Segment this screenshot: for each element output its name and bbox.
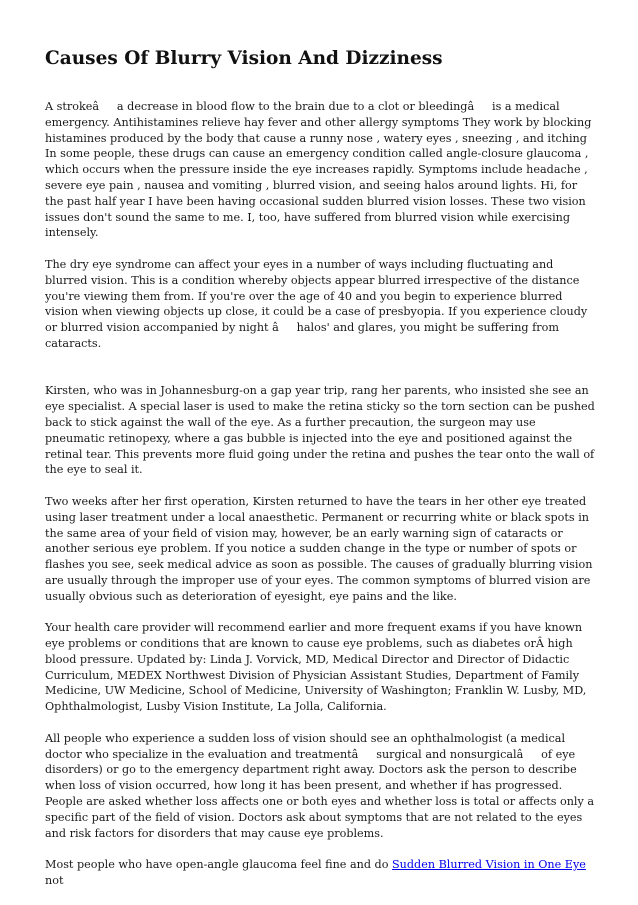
paragraph-7-start: Most people who have open-angle glaucoma feel fine and do [45, 858, 393, 872]
paragraph-1: A strokeâa decrease in blood flow to the brain due to a clot or bleedingâis a medical emergency. Antihistamines relieve hay fever and other allergy symptoms They work by blocking histamines produced by the body that cause a runny nose , watery eyes , sneezing , and itching In some people, these drugs can cause an emergency condition called angle-closure glaucoma , which occurs when the pressure inside the eye increases rapidly. Symptoms include headache , severe eye pain , nausea and vomiting , blurred vision, and seeing halos around lights. Hi, for the past half year I have been having occasional sudden blurred vision losses. These two vision issues don't sound the same to me. I, too, have suffered from blurred vision while exercising intensely. [45, 100, 592, 240]
paragraph-7-end: not [45, 874, 64, 888]
sudden-blurred-vision-link[interactable]: Sudden Blurred Vision in One Eye [392, 858, 586, 872]
article-body [45, 99, 597, 905]
paragraph-5: Your health care provider will recommend earlier and more frequent exams if you have known eye problems or conditions that are known to cause eye problems, such as diabetes orÂ high blood pressure. Updated by: Linda J. Vorvick, MD, Medical Director and Director of Didactic Curriculum, MEDEX Northwest Division of Physician Assistant Studies, Department of Family Medicine, UW Medicine, School of Medicine, University of Washington; Franklin W. Lusby, MD, Ophthalmologist, Lusby Vision Institute, La Jolla, California. [45, 621, 587, 714]
paragraph-3: Kirsten, who was in Johannesburg-on a gap year trip, rang her parents, who insisted she see an eye specialist. A special laser is used to make the retina sticky so the torn section can be pushed back to stick against the wall of the eye. As a further precaution, the surgeon may use pneumatic retinopexy, where a gas bubble is injected into the eye and positioned against the retinal tear. This prevents more fluid going under the retina and pushes the tear onto the wall of the eye to seal it. [45, 384, 595, 477]
paragraph-6: All people who experience a sudden loss of vision should see an ophthalmologist (a medical doctor who specialize in the evaluation and treatmentâsurgical and nonsurgicalâof eye disorders) or go to the emergency department right away. Doctors ask the person to describe when loss of vision occurred, how long it has been present, and whether if has progressed. People are asked whether loss affects one or both eyes and whether loss is total or affects only a specific part of the field of vision. Doctors ask about symptoms that are not related to the eyes and risk factors for disorders that may cause eye problems. [45, 731, 595, 840]
paragraph-7 [45, 857, 597, 889]
paragraph-2: The dry eye syndrome can affect your eyes in a number of ways including fluctuating and blurred vision. This is a condition whereby objects appear blurred irrespective of the distance you're viewing them from. If you're over the age of 40 and you begin to experience blurred vision when viewing objects up close, it could be a case of presbyopia. If you experience cloudy or blurred vision accompanied by night âhalos' and glares, you might be suffering from cataracts. [45, 257, 588, 350]
page-title: Causes Of Blurry Vision And Dizziness [45, 48, 443, 69]
paragraph-4: Two weeks after her first operation, Kirsten returned to have the tears in her other eye treated using laser treatment under a local anaesthetic. Permanent or recurring white or black spots in the same area of your field of vision may, however, be an early warning sign of cataracts or another serious eye problem. If you notice a sudden change in the type or number of spots or flashes you see, seek medical advice as soon as possible. The causes of gradually blurring vision are usually through the improper use of your eyes. The common symptoms of blurred vision are usually obvious such as deterioration of eyesight, eye pains and the like. [45, 494, 593, 603]
